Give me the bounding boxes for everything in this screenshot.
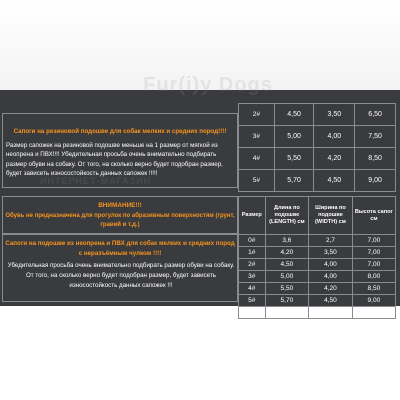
rubber-sole-size-table bbox=[238, 103, 396, 192]
length-cell: 5,70 bbox=[274, 170, 314, 192]
size-cell: 4# bbox=[239, 148, 275, 170]
width-cell: 3,50 bbox=[314, 104, 355, 126]
rubber-sole-title: Сапоги на резиновой подошве для собак мелких и средних пород!!!! bbox=[13, 128, 227, 135]
height-cell: 7,50 bbox=[355, 126, 396, 148]
width-cell: 3,50 bbox=[309, 247, 353, 259]
header-width: Ширина по подошве (WIDTH) см bbox=[309, 197, 353, 235]
width-cell: 4,00 bbox=[309, 271, 353, 283]
size-cell: 2# bbox=[239, 104, 275, 126]
header-length: Длина по подошве (LENGTH) см bbox=[265, 197, 309, 235]
length-cell: 5,00 bbox=[265, 271, 309, 283]
neoprene-sole-title: Сапоги на подошве из неопрена и ПВХ для собак мелких и средних пород с неразъёмным чулком !!!! bbox=[5, 240, 235, 257]
height-cell: 8,50 bbox=[352, 283, 395, 295]
height-cell: 8,50 bbox=[355, 148, 396, 170]
width-cell: 4,20 bbox=[314, 148, 355, 170]
length-cell: 3,6 bbox=[265, 235, 309, 247]
height-cell: 7,00 bbox=[352, 259, 395, 271]
table-header-row bbox=[239, 197, 396, 235]
width-cell: 4,50 bbox=[314, 170, 355, 192]
size-cell: 5# bbox=[239, 307, 266, 319]
warning-box bbox=[2, 196, 238, 234]
table-row bbox=[239, 295, 396, 307]
table-row bbox=[239, 307, 396, 319]
rubber-sole-info-box bbox=[2, 113, 238, 188]
height-cell: 9,50 bbox=[352, 307, 395, 319]
warning-text: Обувь не предназначена для прогулок по абразивным поверхностям (грунт, гравий и т.д.) bbox=[5, 213, 235, 228]
table-row bbox=[239, 283, 396, 295]
height-cell: 9,00 bbox=[352, 295, 395, 307]
width-cell: 5,00 bbox=[309, 307, 353, 319]
width-cell: 2,7 bbox=[309, 235, 353, 247]
table-row bbox=[239, 247, 396, 259]
size-cell: 2# bbox=[239, 259, 266, 271]
table-row bbox=[239, 271, 396, 283]
height-cell: 7,00 bbox=[352, 247, 395, 259]
length-cell: 4,50 bbox=[265, 259, 309, 271]
height-cell: 7,00 bbox=[352, 235, 395, 247]
width-cell: 4,00 bbox=[309, 259, 353, 271]
table-row bbox=[239, 170, 396, 192]
length-cell: 5,50 bbox=[274, 148, 314, 170]
watermark-logo: Fur(i)y Dogs bbox=[143, 74, 273, 96]
width-cell: 4,50 bbox=[309, 295, 353, 307]
length-cell: 4,20 bbox=[265, 247, 309, 259]
size-cell: 3# bbox=[239, 126, 275, 148]
length-cell: 5,70 bbox=[265, 295, 309, 307]
warning-title: ВНИМАНИЕ!!! bbox=[98, 202, 142, 209]
table-row bbox=[239, 235, 396, 247]
neoprene-sole-size-table bbox=[238, 196, 396, 319]
size-cell: 3# bbox=[239, 271, 266, 283]
table-row bbox=[239, 148, 396, 170]
height-cell: 6,50 bbox=[355, 104, 396, 126]
table-row bbox=[239, 104, 396, 126]
header-height: Высота сапог см bbox=[352, 197, 395, 235]
size-cell: 0# bbox=[239, 235, 266, 247]
length-cell: 5,00 bbox=[274, 126, 314, 148]
watermark-subtitle: ИНТЕРНЕТ-МАГАЗИН bbox=[40, 176, 152, 186]
rubber-sole-description: Размер сапожек на резиновой подошве меньше на 1 размер от мягкой из неопрена и ПВХ!!!! Убедительная просьба очень внимательно подбирать размер обуви на собаку. От того, на сколько верно будет подобран размер, будет зависеть износостойкость данных сапожек !!!!! bbox=[6, 142, 223, 178]
width-cell: 4,20 bbox=[309, 283, 353, 295]
bottom-background bbox=[0, 306, 400, 400]
header-size: Размер bbox=[239, 197, 266, 235]
width-cell: 4,00 bbox=[314, 126, 355, 148]
height-cell: 9,00 bbox=[355, 170, 396, 192]
neoprene-sole-description: Убедительная просьба очень внимательно подбирать размер обуви на собаку. От того, на сколько верно будет подобран размер, будет зависеть износостойкость данных сапожек !!! bbox=[7, 262, 235, 289]
size-cell: 5# bbox=[239, 295, 266, 307]
size-cell: 4# bbox=[239, 283, 266, 295]
height-cell: 8,00 bbox=[352, 271, 395, 283]
length-cell: 4,50 bbox=[274, 104, 314, 126]
neoprene-sole-info-box bbox=[2, 234, 238, 302]
table-row bbox=[239, 259, 396, 271]
length-cell: 5,50 bbox=[265, 283, 309, 295]
table-row bbox=[239, 126, 396, 148]
length-cell: 6,20 bbox=[265, 307, 309, 319]
size-cell: 1# bbox=[239, 247, 266, 259]
size-cell: 5# bbox=[239, 170, 275, 192]
